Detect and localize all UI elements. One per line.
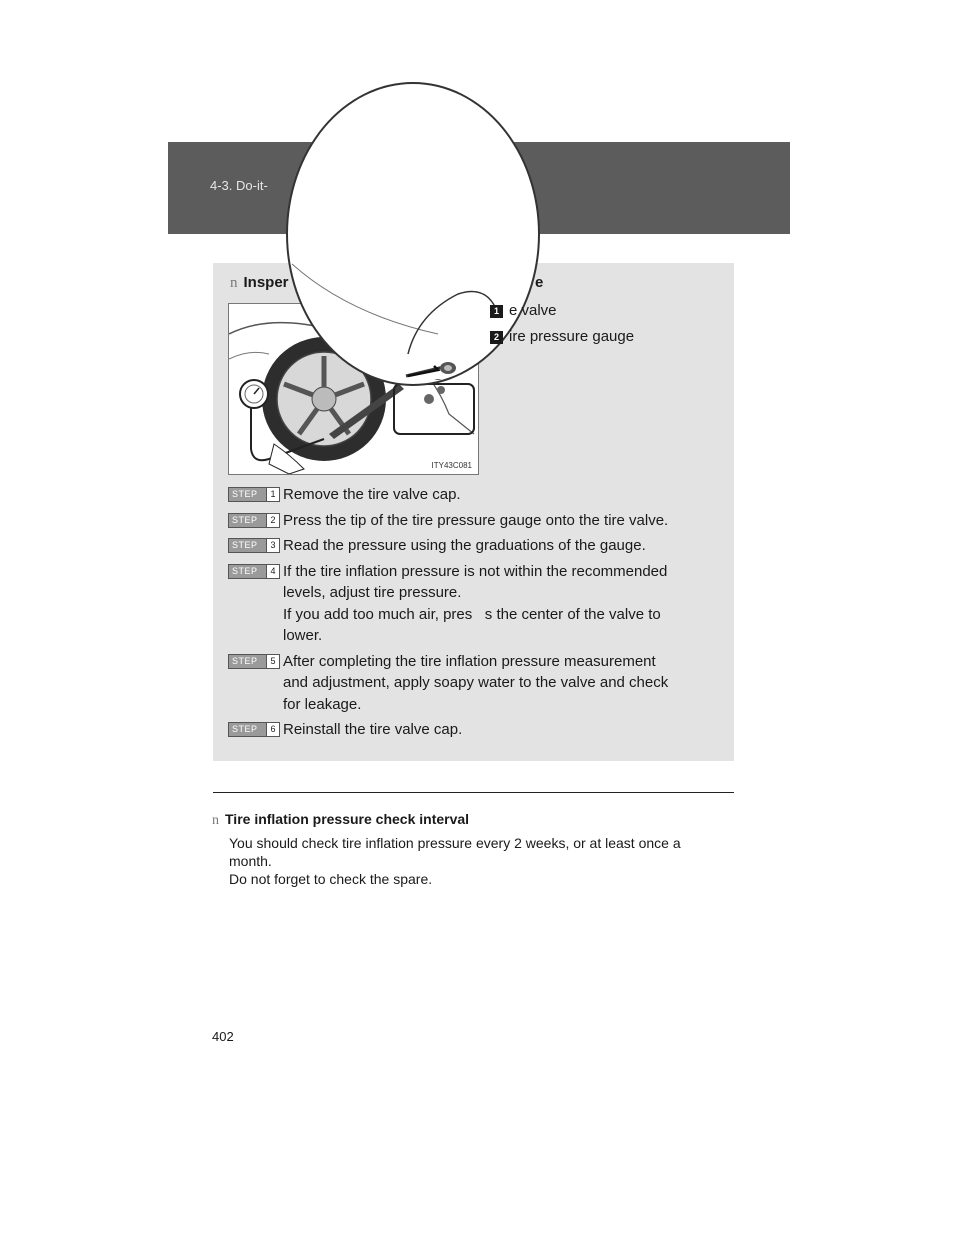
step-text: levels, adjust tire pressure. <box>283 584 462 601</box>
step-item <box>228 719 724 741</box>
step-item <box>228 484 724 506</box>
note-title-text: Tire inflation pressure check interval <box>225 811 470 827</box>
note-line: month. <box>229 853 272 869</box>
step-badge: STEP 5 <box>228 654 280 669</box>
step-text: for leakage. <box>283 695 362 713</box>
step-item <box>228 510 724 532</box>
step-item <box>228 561 724 647</box>
bullet-marker: n <box>230 275 238 291</box>
step-text: lower. <box>283 627 323 644</box>
step-text: Read the pressure using the graduations of the gauge. <box>283 537 646 554</box>
bullet-marker: n <box>212 813 219 828</box>
step-badge: STEP 3 <box>228 538 280 553</box>
step-text: After completing the tire inflation pressure measurement <box>283 652 656 670</box>
step-badge: STEP 2 <box>228 513 280 528</box>
legend-number-2: 2 <box>490 331 503 344</box>
legend-item-2 <box>490 328 634 345</box>
steps-list <box>228 484 724 745</box>
section-label: 4-3. Do-it- <box>210 178 268 193</box>
legend-label-2: ire pressure gauge <box>509 328 635 345</box>
section-title-text: Insper <box>243 274 289 291</box>
figure-code: ITY43C081 <box>431 461 472 470</box>
note-body <box>229 834 739 888</box>
step-text: and adjustment, apply soapy water to the valve and check <box>283 674 669 691</box>
step-text: If the tire inflation pressure is not within the recommended <box>283 562 668 580</box>
section-title <box>230 274 289 292</box>
step-badge: STEP 6 <box>228 722 280 737</box>
step-text: If you add too much air, pres s the center of the valve to <box>283 605 661 623</box>
page-number: 402 <box>212 1029 234 1044</box>
note-title <box>212 811 469 829</box>
step-badge: STEP 1 <box>228 487 280 502</box>
step-badge: STEP 4 <box>228 564 280 579</box>
step-item <box>228 651 724 716</box>
step-item <box>228 535 724 557</box>
legend-item-1 <box>490 302 557 319</box>
step-text: Reinstall the tire valve cap. <box>283 721 463 738</box>
step-text: Remove the tire valve cap. <box>283 486 461 503</box>
note-line: You should check tire inflation pressure every 2 weeks, or at least once a <box>229 835 681 851</box>
legend-number-1: 1 <box>490 305 503 318</box>
legend-label-1: e valve <box>509 302 557 319</box>
step-text: Press the tip of the tire pressure gauge onto the tire valve. <box>283 511 669 529</box>
note-line: Do not forget to check the spare. <box>229 871 433 887</box>
section-title-tail: e <box>535 274 544 291</box>
section-divider <box>213 792 734 793</box>
